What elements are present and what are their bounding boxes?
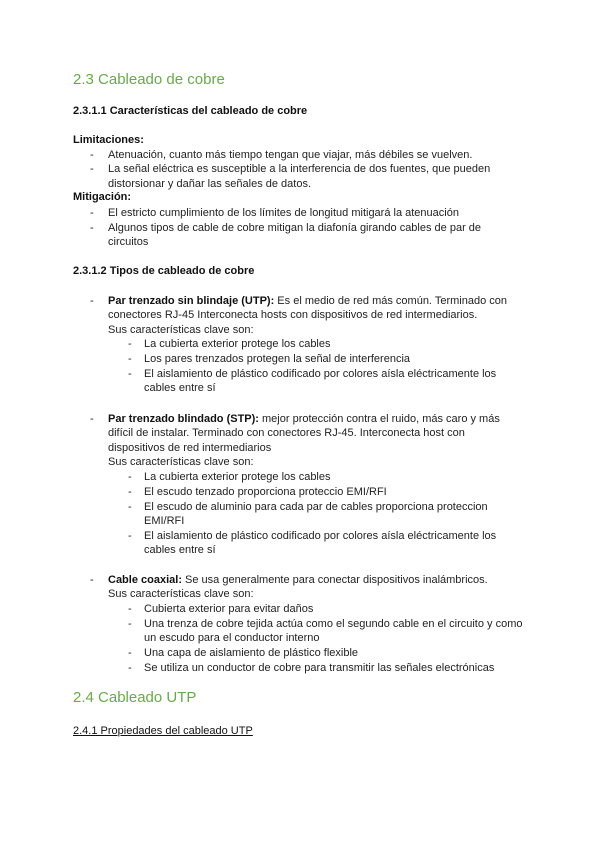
subsection-title-2-4-1: 2.4.1 Propiedades del cableado UTP [73,725,253,737]
limitaciones-label: Limitaciones: [73,134,144,146]
list-dash: - [128,338,132,350]
stp-line-1 [108,412,500,426]
list-item: Los pares trenzados protegen la señal de interferencia [144,353,411,365]
list-item-cont: cables entre sí [144,382,216,394]
list-item: Cubierta exterior para evitar daños [144,603,314,615]
list-item: Algunos tipos de cable de cobre mitigan la diafonía girando cables de par de [108,222,482,234]
coax-line-2: Sus características clave son: [108,588,254,600]
list-item: El escudo de aluminio para cada par de cables proporciona proteccion [144,501,488,513]
list-item: Una trenza de cobre tejida actúa como el segundo cable en el circuito y como [144,618,523,630]
utp-title: Par trenzado sin blindaje (UTP): [108,295,275,307]
list-item: La cubierta exterior protege los cables [144,338,331,350]
section-title-2-4: 2.4 Cableado UTP [73,689,197,706]
list-dash: - [128,353,132,365]
list-item: La cubierta exterior protege los cables [144,471,331,483]
list-dash: - [90,163,94,175]
list-item-cont: cables entre sí [144,544,216,556]
coax-title: Cable coaxial: [108,574,182,586]
subsection-title-2-3-1-2: 2.3.1.2 Tipos de cableado de cobre [73,265,255,277]
list-dash: - [128,662,132,674]
list-dash: - [90,413,94,425]
stp-line-2: difícil de instalar. Terminado con conectores RJ-45. Interconecta host con [108,427,465,439]
list-dash: - [128,603,132,615]
list-dash: - [128,471,132,483]
list-dash: - [128,368,132,380]
stp-title: Par trenzado blindado (STP): [108,413,259,425]
utp-line-1 [108,294,507,308]
list-item: Atenuación, cuanto más tiempo tengan que viajar, más débiles se vuelven. [108,149,473,161]
utp-text: Es el medio de red más común. Terminado con [274,295,507,307]
list-item: La señal eléctrica es susceptible a la interferencia de dos fuentes, que pueden [108,163,491,175]
stp-line-4: Sus características clave son: [108,456,254,468]
list-item: El aislamiento de plástico codificado por colores aísla eléctricamente los [144,368,497,380]
mitigacion-label: Mitigación: [73,191,132,203]
list-item: El estricto cumplimiento de los límites de longitud mitigará la atenuación [108,207,459,219]
list-item: Se utiliza un conductor de cobre para transmitir las señales electrónicas [144,662,495,674]
list-dash: - [90,149,94,161]
utp-line-3: Sus características clave son: [108,324,254,336]
list-item: El aislamiento de plástico codificado por colores aísla eléctricamente los [144,530,497,542]
list-item-cont: un escudo para el conductor interno [144,632,320,644]
section-title-2-3: 2.3 Cableado de cobre [73,71,225,88]
list-item-cont: distorsionar y dañar las señales de datos. [108,178,312,190]
list-dash: - [128,618,132,630]
list-dash: - [90,295,94,307]
list-item: El escudo tenzado proporciona proteccio EMI/RFI [144,486,387,498]
coax-text: Se usa generalmente para conectar dispositivos inalámbricos. [181,574,488,586]
list-dash: - [90,222,94,234]
coax-line-1 [108,573,488,587]
list-item-cont: circuitos [108,236,149,248]
list-dash: - [128,501,132,513]
stp-text: mejor protección contra el ruido, más caro y más [258,413,500,425]
list-dash: - [128,530,132,542]
utp-line-2: conectores RJ-45 Interconecta hosts con dispositivos de red intermediarios. [108,309,478,321]
list-dash: - [90,574,94,586]
list-dash: - [128,647,132,659]
list-dash: - [128,486,132,498]
subsection-title-2-3-1-1: 2.3.1.1 Características del cableado de cobre [73,105,308,117]
list-item-cont: EMI/RFI [144,515,185,527]
list-item: Una capa de aislamiento de plástico flexible [144,647,359,659]
stp-line-3: dispositivos de red intermediarios [108,442,272,454]
list-dash: - [90,207,94,219]
